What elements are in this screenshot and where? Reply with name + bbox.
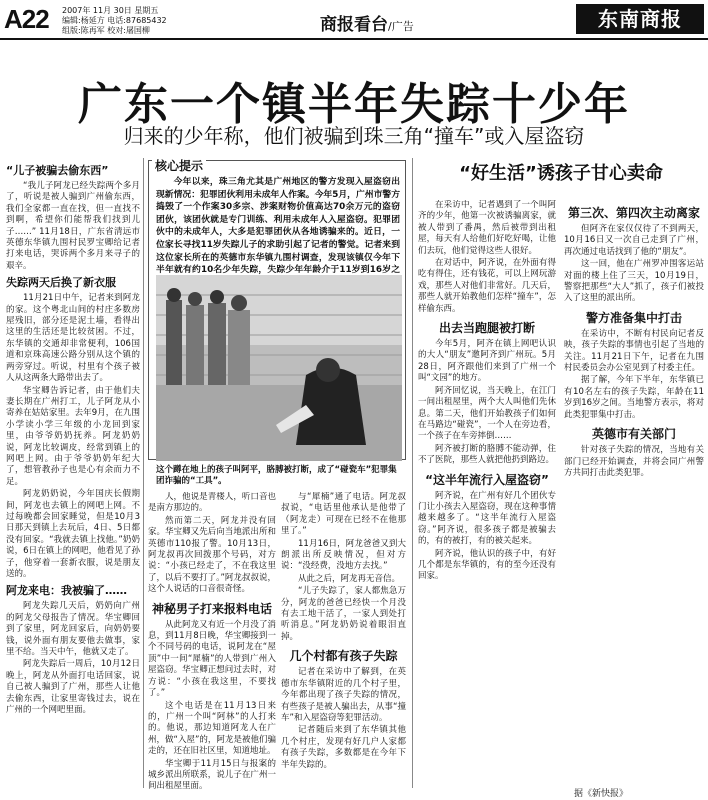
paragraph: 记者在采访中了解到，在英德市东华镇附近的几个村子里，今年都出现了孩子失踪的情况，有些孩子是被人骗出去，从事“撞车”和入屋盗窃等犯罪活动。 [281, 667, 406, 723]
column-3 [281, 492, 406, 792]
section-name: 商报看台 [320, 15, 388, 35]
paragraph: 针对孩子失踪的情况，当地有关部门已经开始调查，并将会同广州警方共同打击此类犯罪。 [564, 445, 704, 478]
paragraph: 阿龙失踪几天后，奶奶向广州的阿龙父母报告了情况。华宝卿回到了家里，阿龙回家后，向奶奶要钱，说外面有朋友要他去做事，家里不给。当天中午，他就又走了。 [6, 601, 140, 658]
meta-line: 编辑:杨延方 电话:87685432 [62, 16, 167, 25]
news-photo [156, 275, 402, 461]
column-heading: 几个村都有孩子失踪 [289, 649, 398, 664]
paragraph: 华宝卿于11月15日与报案的城乡派出所联系，说儿子在广州一间出租屋里面。 [148, 758, 276, 792]
paragraph: 阿齐回忆说，当天晚上，在江门一间出租屋里，两个大人叫他们先休息。第二天，他们开始教孩子们如何在马路边“碰瓷”，一个人在旁边看，一个孩子在车旁摔倒…… [418, 385, 556, 442]
paragraph: 然而第二天，阿龙并没有回家。华宝卿又先后向当地派出所和英德市110报了警。10月13日，阿龙叔再次回拨那个号码，对方说：“小孩已经走了，不在我这里了，以后不要打了。”阿龙叔叔说，这个人说话的口音很奇怪。 [148, 515, 276, 595]
right-headline: “好生活”诱孩子甘心卖命 [459, 163, 663, 184]
key-summary-text [156, 176, 400, 289]
paragraph: 华宝卿告诉记者，由于他们夫妻长期在广州打工，儿子阿龙从小寄养在姑姑家里。去年9月，在九围小学读小学三年级的小龙回到家里，由爷爷奶奶抚养。阿龙奶奶说，阿龙比较调皮，经常到镇上的网吧上网。由于爷爷奶奶年纪大了，想管教孙子也是心有余而力不足。 [6, 385, 140, 487]
subheadline: 归来的少年称，他们被骗到珠三角“撞车”或入屋盗窃 [123, 124, 585, 148]
paragraph: 11月21日中午，记者来到阿龙的家。这个粤北山间的村庄多数房屋残旧，部分还是泥土墙，看得出这里的生活还是比较贫困。不过，东华镇的交通却非常便利，106国道和京珠高速公路分别从这个镇的两旁穿过。听说，村里有个孩子被人从这两条大路带出去了。 [6, 293, 140, 384]
paragraph: 从此之后，阿龙再无音信。 [298, 573, 401, 584]
paragraph: “我儿子阿龙已经失踪两个多月了，听说是被人骗到广州偷东西，我们全家都一直在找，但一直找不到啊，希望你们能帮我们找到儿子……” 11月18日，广东省清远市英德东华镇九围村民罗宝卿给记者打来电话，哭诉两个多月来寻子的艰辛。 [6, 181, 140, 271]
paragraph: “儿子失踪了，家人都焦急万分，阿龙的爸爸已经快一个月没有去工地干活了，一家人到处打听消息。”阿龙奶奶说着眼泪直掉。 [281, 586, 406, 642]
column-heading: 警方准备集中打击 [585, 310, 682, 325]
column-heading: “儿子被骗去偷东西” [6, 164, 109, 177]
column-heading: 第三次、第四次主动离家 [567, 206, 700, 220]
meta-line: 组版:陈再军 校对:屠国柳 [62, 26, 150, 35]
headline: 广东一个镇半年失踪十少年 [78, 79, 630, 130]
paragraph: 11月16日，阿龙爸爸又到大朗派出所反映情况，但对方说：“没经费，没地方去找。” [281, 538, 406, 572]
paragraph: 这个电话是在11月13日来的，广州一个叫“阿林”的人打来的。他说，那边知道阿龙人在广州，做“入屋”的，阿龙是被他们骗走的，还在旧社区里，知道地址。 [148, 700, 276, 757]
paragraph: 记者随后来到了东华镇其他几个村庄，发现有好几户人家都有孩子失踪，多数都是在今年下半年失踪的。 [281, 725, 406, 770]
right-headline-wrap [418, 160, 704, 204]
paragraph: 在对话中，阿齐说，在外面有得吃有得住，还有钱花，可以上网玩游戏，那些人对他们非常好。几天后，那些人就开始教他们怎样“撞车”，怎样偷东西。 [418, 258, 556, 314]
meta-line: 2007年 11月 30日 星期五 [62, 6, 159, 15]
key-summary-paragraph: 今年以来，珠三角尤其是广州地区的警方发现入屋盗窃出现新情况：犯罪团伙利用未成年人作案。今年5月，广州市警方捣毁了一个作案30多宗、涉案财物价值高达70余万元的盗窃团伙，该团伙就是专门训练、利用未成年人入屋盗窃。犯罪团伙中的未成年人，大多是犯罪团伙从各地诱骗来的。近日，一位家长寻找11岁失踪儿子的求助引起了记者的警觉。记者来到这位家长所在的英德市东华镇九围村调查，发现该镇仅今年下半年就有约10名少年失踪，失踪少年年龄介于11岁到16岁之 [156, 177, 400, 276]
column-heading: 失踪两天后换了新衣服 [6, 276, 116, 290]
masthead-logo: 东南商报 [576, 4, 704, 34]
section-sub: /广告 [388, 20, 414, 33]
photo-illustration [156, 275, 402, 461]
paragraph: 阿龙奶奶说，今年国庆长假期间，阿龙也去镇上的网吧上网。不过每晚都会回家睡觉，但是10月3日那天到镇上去玩后，4日、5日都没有回家。“我就去镇上找他。”奶奶说，6日在镇上的网吧，他看见了孙子，他穿着一套新衣服，说是朋友送的。 [6, 489, 140, 579]
column-divider [412, 158, 413, 788]
paragraph: 据了解，今年下半年，东华镇已有10名左右的孩子失踪，年龄在11岁到16岁之间。当地警方表示，将对此类犯罪集中打击。 [564, 375, 704, 420]
paragraph: 在采访中，不断有村民向记者反映，孩子失踪的事情也引起了当地的关注。11月21日下午，记者在九围村民委员会办公室见到了村委主任。 [564, 328, 704, 374]
column-divider [143, 158, 144, 788]
column-heading: 英德市有关部门 [591, 427, 676, 442]
column-heading: 神秘男子打来报料电话 [151, 601, 272, 616]
column-5 [564, 200, 704, 784]
column-heading: 阿龙来电：我被骗了…… [6, 584, 127, 598]
paragraph: 阿齐说，在广州有好几个团伙专门让小孩去入屋盗窃，现在这种事情越来越多了。“这半年流行入屋盗窃。”阿齐说，很多孩子都是被骗去的，有的被打，有的被关起来。 [418, 490, 556, 547]
column-4 [418, 200, 556, 784]
edition-meta [62, 6, 167, 36]
column-1 [6, 160, 140, 790]
paragraph: 阿齐说，他认识的孩子中，有好几个都是东华镇的，有的至今还没有回家。 [418, 548, 556, 582]
paragraph: 这一回，他在广州罗冲围客运站对面的楼上住了三天，10月19日，警察把那些“大人”抓了，孩子们被投入了这里的派出所。 [564, 259, 704, 304]
page-header [0, 0, 708, 40]
paragraph: 阿龙失踪后一周后，10月12日晚上，阿龙从外面打电话回家，说自己被人骗到了广州，那些人让他去偷东西，让家里寄钱过去，说在广州的一个网吧里面。 [6, 659, 140, 716]
photo-caption: 这个蹲在地上的孩子叫阿平，胳膊被打断，成了“碰瓷车”犯罪集团诈骗的“工具”。 [156, 465, 397, 486]
paragraph: 从此阿龙又有近一个月没了消息，到11月8日晚，华宝卿接到一个不同号码的电话，说阿龙在“屋顶”中一间“犀楠”的人带到广州入屋盗窃。华宝卿正想问过去时，对方说：“小孩在我这里，不要找了。” [148, 619, 276, 699]
paragraph: 人，他说是青楼人，听口音也是南方那边的。 [148, 492, 276, 514]
paragraph: 但阿齐在家仅仅待了不到两天，10月16日又一次自己走到了广州，再次通过电话找到了他的“朋友”。 [564, 224, 704, 257]
column-heading: 出去当跑腿被打断 [438, 321, 535, 336]
source-credit: 据《新快报》 [574, 789, 629, 799]
key-summary-label: 核心提示 [152, 157, 206, 174]
page-number: A22 [4, 4, 49, 34]
paragraph: 在采访中，记者遇到了一个叫阿齐的少年，他第一次被诱骗离家，就被人带到了番禺，然后被带到出租屋，每天有人给他们好吃好喝，让他们去玩，他们觉得这些人很好。 [418, 200, 556, 256]
column-2 [148, 492, 276, 792]
paragraph: 与“犀楠”通了电话。阿龙叔叔说，“电话里他承认是他带了（阿龙走）可现在已经不在他那里了。” [281, 492, 406, 537]
paragraph: 今年5月，阿齐在镇上网吧认识的大人“朋友”邀阿齐到广州玩。5月28日，阿齐跟他们来到了广州一个叫“文园”的地方。 [418, 339, 556, 384]
column-heading: “这半年流行入屋盗窃” [425, 472, 549, 487]
section-title [320, 10, 414, 35]
paragraph: 阿齐被打断的胳膊不能动弹，住不了医院，那些人就把他扔到路边。 [418, 443, 556, 466]
